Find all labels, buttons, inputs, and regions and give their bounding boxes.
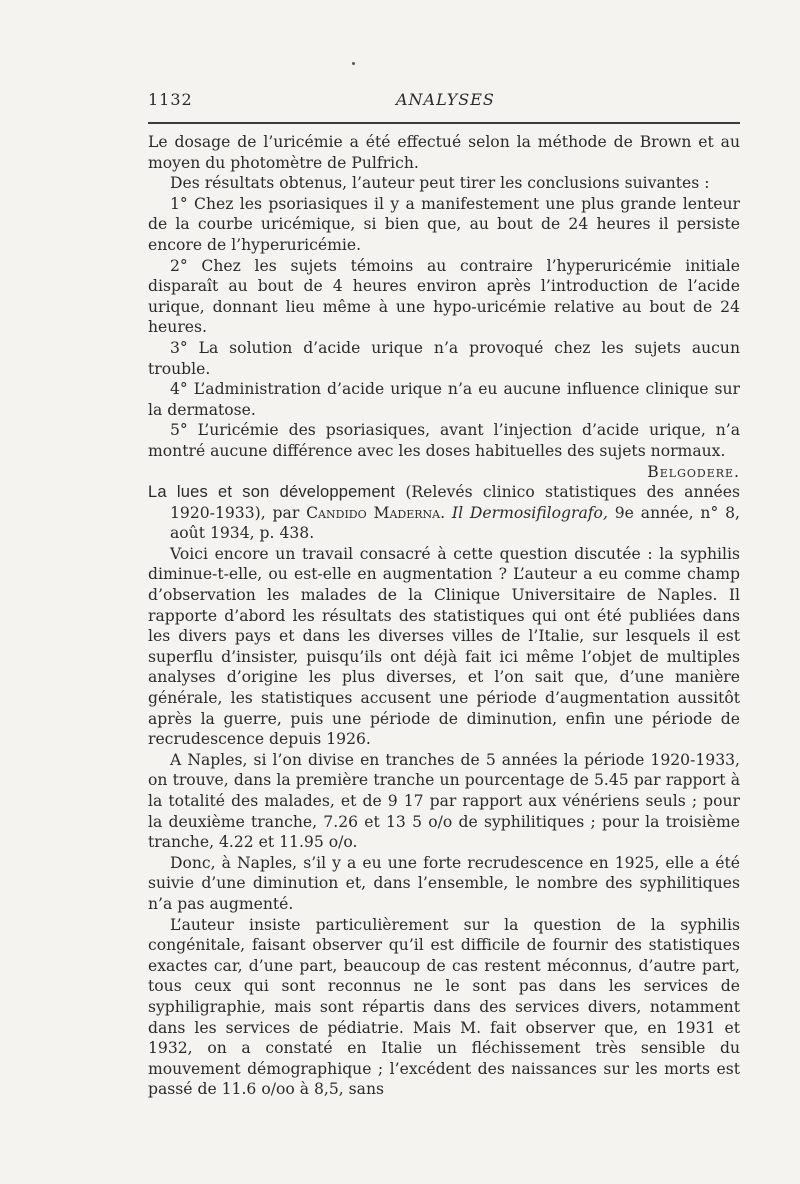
paragraph: L’auteur insiste particulièrement sur la question de la syphilis congénitale, faisant observer qu’il est difficile de fournir des statistiques exactes car, d’une part, beaucoup de cas restent méconnus, d’autre part, tous ceux qui sont reconnus ne le sont pas dans les services de syphiligraphie, mais sont répartis dans des services divers, notamment dans les services de pédiatrie. Mais M. fait observer que, en 1931 et 1932, on a constaté en Italie un fléchissement très sensible du mouvement démographique ; l’excédent des naissances sur les morts est passé de 11.6 o/oo à 8,5, sans: [148, 915, 740, 1099]
paragraph: 1° Chez les psoriasiques il y a manifestement une plus grande lenteur de la courbe uricémique, si bien que, au bout de 24 heures il persiste encore de l’hyperuricémie.: [148, 194, 740, 254]
running-head: ANALYSES: [396, 90, 495, 109]
paragraph: A Naples, si l’on divise en tranches de 5 années la période 1920-1933, on trouve, dans la première tranche un pourcentage de 5.45 par rapport à la totalité des malades, et de 9 17 par rapport aux vénériens seuls ; pour la deuxième tranche, 7.26 et 13 5 o/o de syphilitiques ; pour la troisième tranche, 4.22 et 11.95 o/o.: [148, 750, 740, 852]
paragraph: Le dosage de l’uricémie a été effectué selon la méthode de Brown et au moyen du photomètre de Pulfrich.: [148, 133, 740, 172]
header-rule: [148, 122, 740, 124]
entry-journal: Il Dermosifilografo,: [445, 503, 608, 522]
entry-title: La lues et son développement: [148, 483, 396, 502]
print-speck: [352, 62, 355, 65]
paragraph: Donc, à Naples, s’il y a eu une forte recrudescence en 1925, elle a été suivie d’une diminution et, dans l’ensemble, le nombre des syphilitiques n’a pas augmenté.: [148, 853, 740, 913]
entry-citation: (Relevés clinico statistiques des années 1920-1933), par: [170, 483, 740, 522]
page-number: 1132: [148, 90, 193, 109]
paragraph: 2° Chez les sujets témoins au contraire l’hyperuricémie initiale disparaît au bout de 4 heures environ après l’introduction de l’acide urique, donnant lieu même à une hypo-uricémie relative au bout de 24 heures.: [148, 256, 740, 337]
entry-citation-details: 9e année, n° 8, août 1934, p. 438.: [170, 503, 740, 543]
review-entry-heading: [148, 482, 740, 544]
paragraph: Voici encore un travail consacré à cette question discutée : la syphilis diminue-t-elle, ou est-elle en augmentation ? L’auteur a eu comme champ d’observation les malades de la Clinique Universitaire de Naples. Il rapporte d’abord les résultats des statistiques qui ont été publiées dans les divers pays et dans les diverses villes de l’Italie, sur lesquels il est superflu d’insister, puisqu’ils ont déjà fait ici même l’objet de multiples analyses d’origine les plus diverses, et l’on sait que, d’une manière générale, les statistiques accusent une période d’augmentation aussitôt après la guerre, puis une période de diminution, enfin une période de recrudescence depuis 1926.: [148, 544, 740, 749]
reviewer-signature: Belgodere.: [647, 462, 740, 481]
paragraph: 4° L’administration d’acide urique n’a eu aucune influence clinique sur la dermatose.: [148, 380, 740, 419]
page-header: [148, 88, 738, 114]
page-text: [148, 132, 740, 1100]
entry-author: Candido Maderna.: [306, 503, 446, 522]
paragraph: 5° L’uricémie des psoriasiques, avant l’injection d’acide urique, n’a montré aucune différence avec les doses habituelles des sujets normaux.: [148, 421, 740, 460]
paragraph: Des résultats obtenus, l’auteur peut tirer les conclusions suivantes :: [170, 174, 710, 193]
paragraph: 3° La solution d’acide urique n’a provoqué chez les sujets aucun trouble.: [148, 338, 740, 378]
